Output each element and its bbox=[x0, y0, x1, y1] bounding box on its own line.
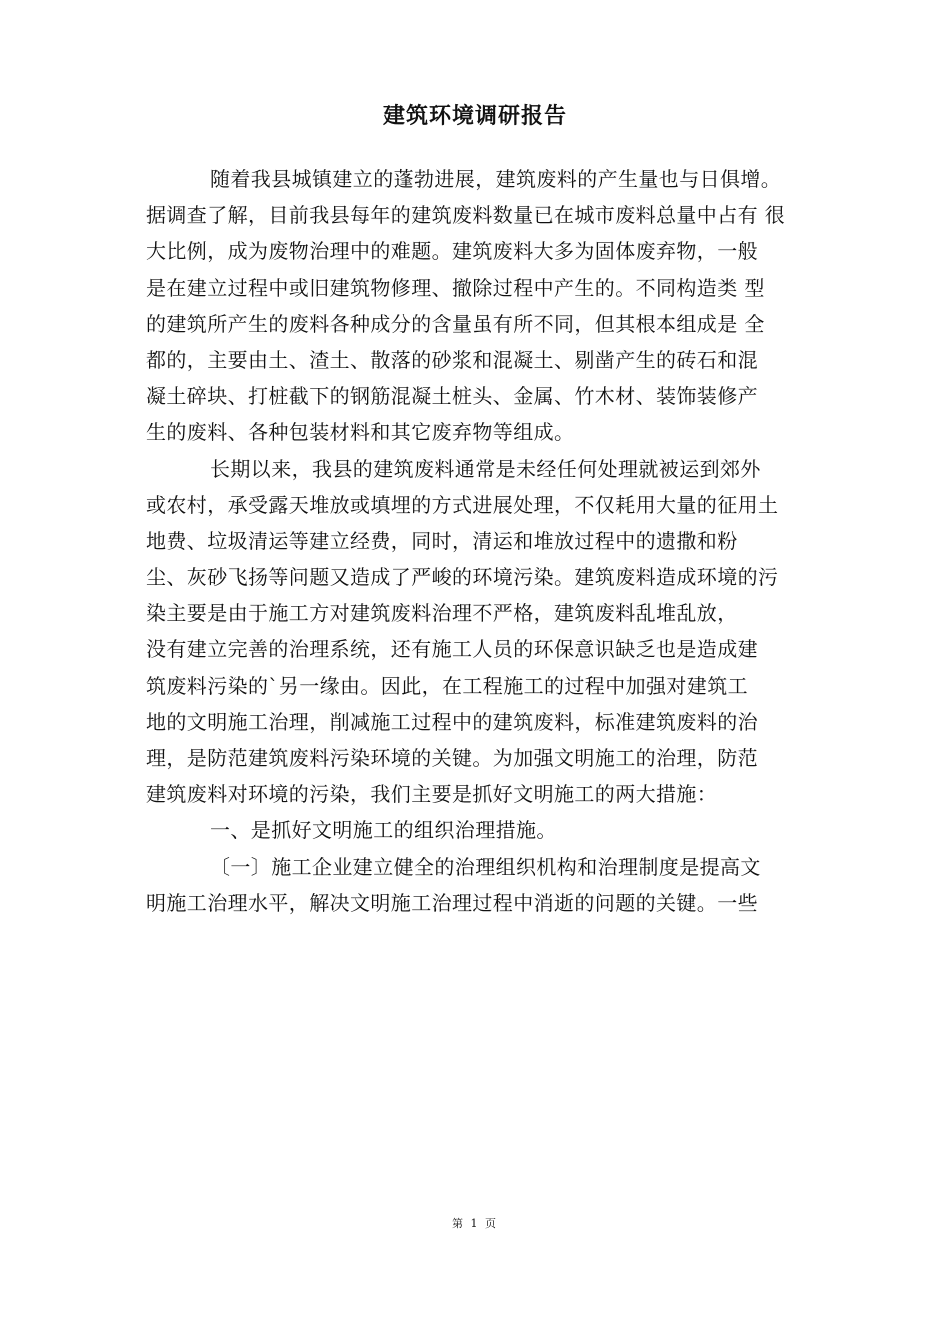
paragraph-line: 长期以来，我县的建筑废料通常是未经任何处理就被运到郊外 bbox=[210, 456, 761, 481]
paragraph-line: 染主要是由于施工方对建筑废料治理不严格，建筑废料乱堆乱放， bbox=[146, 601, 738, 626]
paragraph-line: 大比例，成为废物治理中的难题。建筑废料大多为固体废弃物，一般 bbox=[146, 239, 758, 264]
paragraph-line: 明施工治理水平，解决文明施工治理过程中消逝的问题的关键。一些 bbox=[146, 890, 758, 915]
paragraph-line: 或农村，承受露天堆放或填埋的方式进展处理，不仅耗用大量的征用土 bbox=[146, 492, 779, 517]
paragraph-line: 筑废料污染的`另一缘由。因此，在工程施工的过程中加强对建筑工 bbox=[146, 673, 748, 698]
document-body bbox=[146, 161, 836, 921]
paragraph-line: 的建筑所产生的废料各种成分的含量虽有所不同，但其根本组成是 全 bbox=[146, 311, 765, 336]
paragraph-line: 〔一〕施工企业建立健全的治理组织机构和治理制度是提高文 bbox=[210, 854, 761, 879]
paragraph-line: 凝土碎块、打桩截下的钢筋混凝土桩头、金属、竹木材、装饰装修产 bbox=[146, 384, 758, 409]
paragraph-line: 都的，主要由土、渣土、散落的砂浆和混凝土、剔凿产生的砖石和混 bbox=[146, 347, 758, 372]
paragraph-line: 据调查了解，目前我县每年的建筑废料数量已在城市废料总量中占有 很 bbox=[146, 203, 786, 228]
section-heading: 一、是抓好文明施工的组织治理措施。 bbox=[210, 818, 557, 843]
page-number: 第 1 页 bbox=[452, 1217, 498, 1230]
document-title: 建筑环境调研报告 bbox=[382, 104, 567, 129]
paragraph-line: 理，是防范建筑废料污染环境的关键。为加强文明施工的治理，防范 bbox=[146, 746, 758, 770]
paragraph-line: 尘、灰砂飞扬等问题又造成了严峻的环境污染。建筑废料造成环境的污 bbox=[146, 565, 779, 590]
paragraph-line: 建筑废料对环境的污染，我们主要是抓好文明施工的两大措施： bbox=[146, 782, 718, 807]
paragraph-line: 随着我县城镇建立的蓬勃进展，建筑废料的产生量也与日俱增。 bbox=[210, 167, 782, 191]
paragraph-line: 地费、垃圾清运等建立经费，同时，清运和堆放过程中的遗撒和粉 bbox=[146, 528, 738, 553]
paragraph-line: 没有建立完善的治理系统，还有施工人员的环保意识缺乏也是造成建 bbox=[146, 637, 758, 662]
paragraph-line: 生的废料、各种包装材料和其它废弃物等组成。 bbox=[146, 420, 575, 445]
paragraph-line: 地的文明施工治理，削减施工过程中的建筑废料，标准建筑废料的治 bbox=[146, 709, 758, 734]
paragraph-line: 是在建立过程中或旧建筑物修理、撤除过程中产生的。不同构造类 型 bbox=[146, 275, 765, 300]
